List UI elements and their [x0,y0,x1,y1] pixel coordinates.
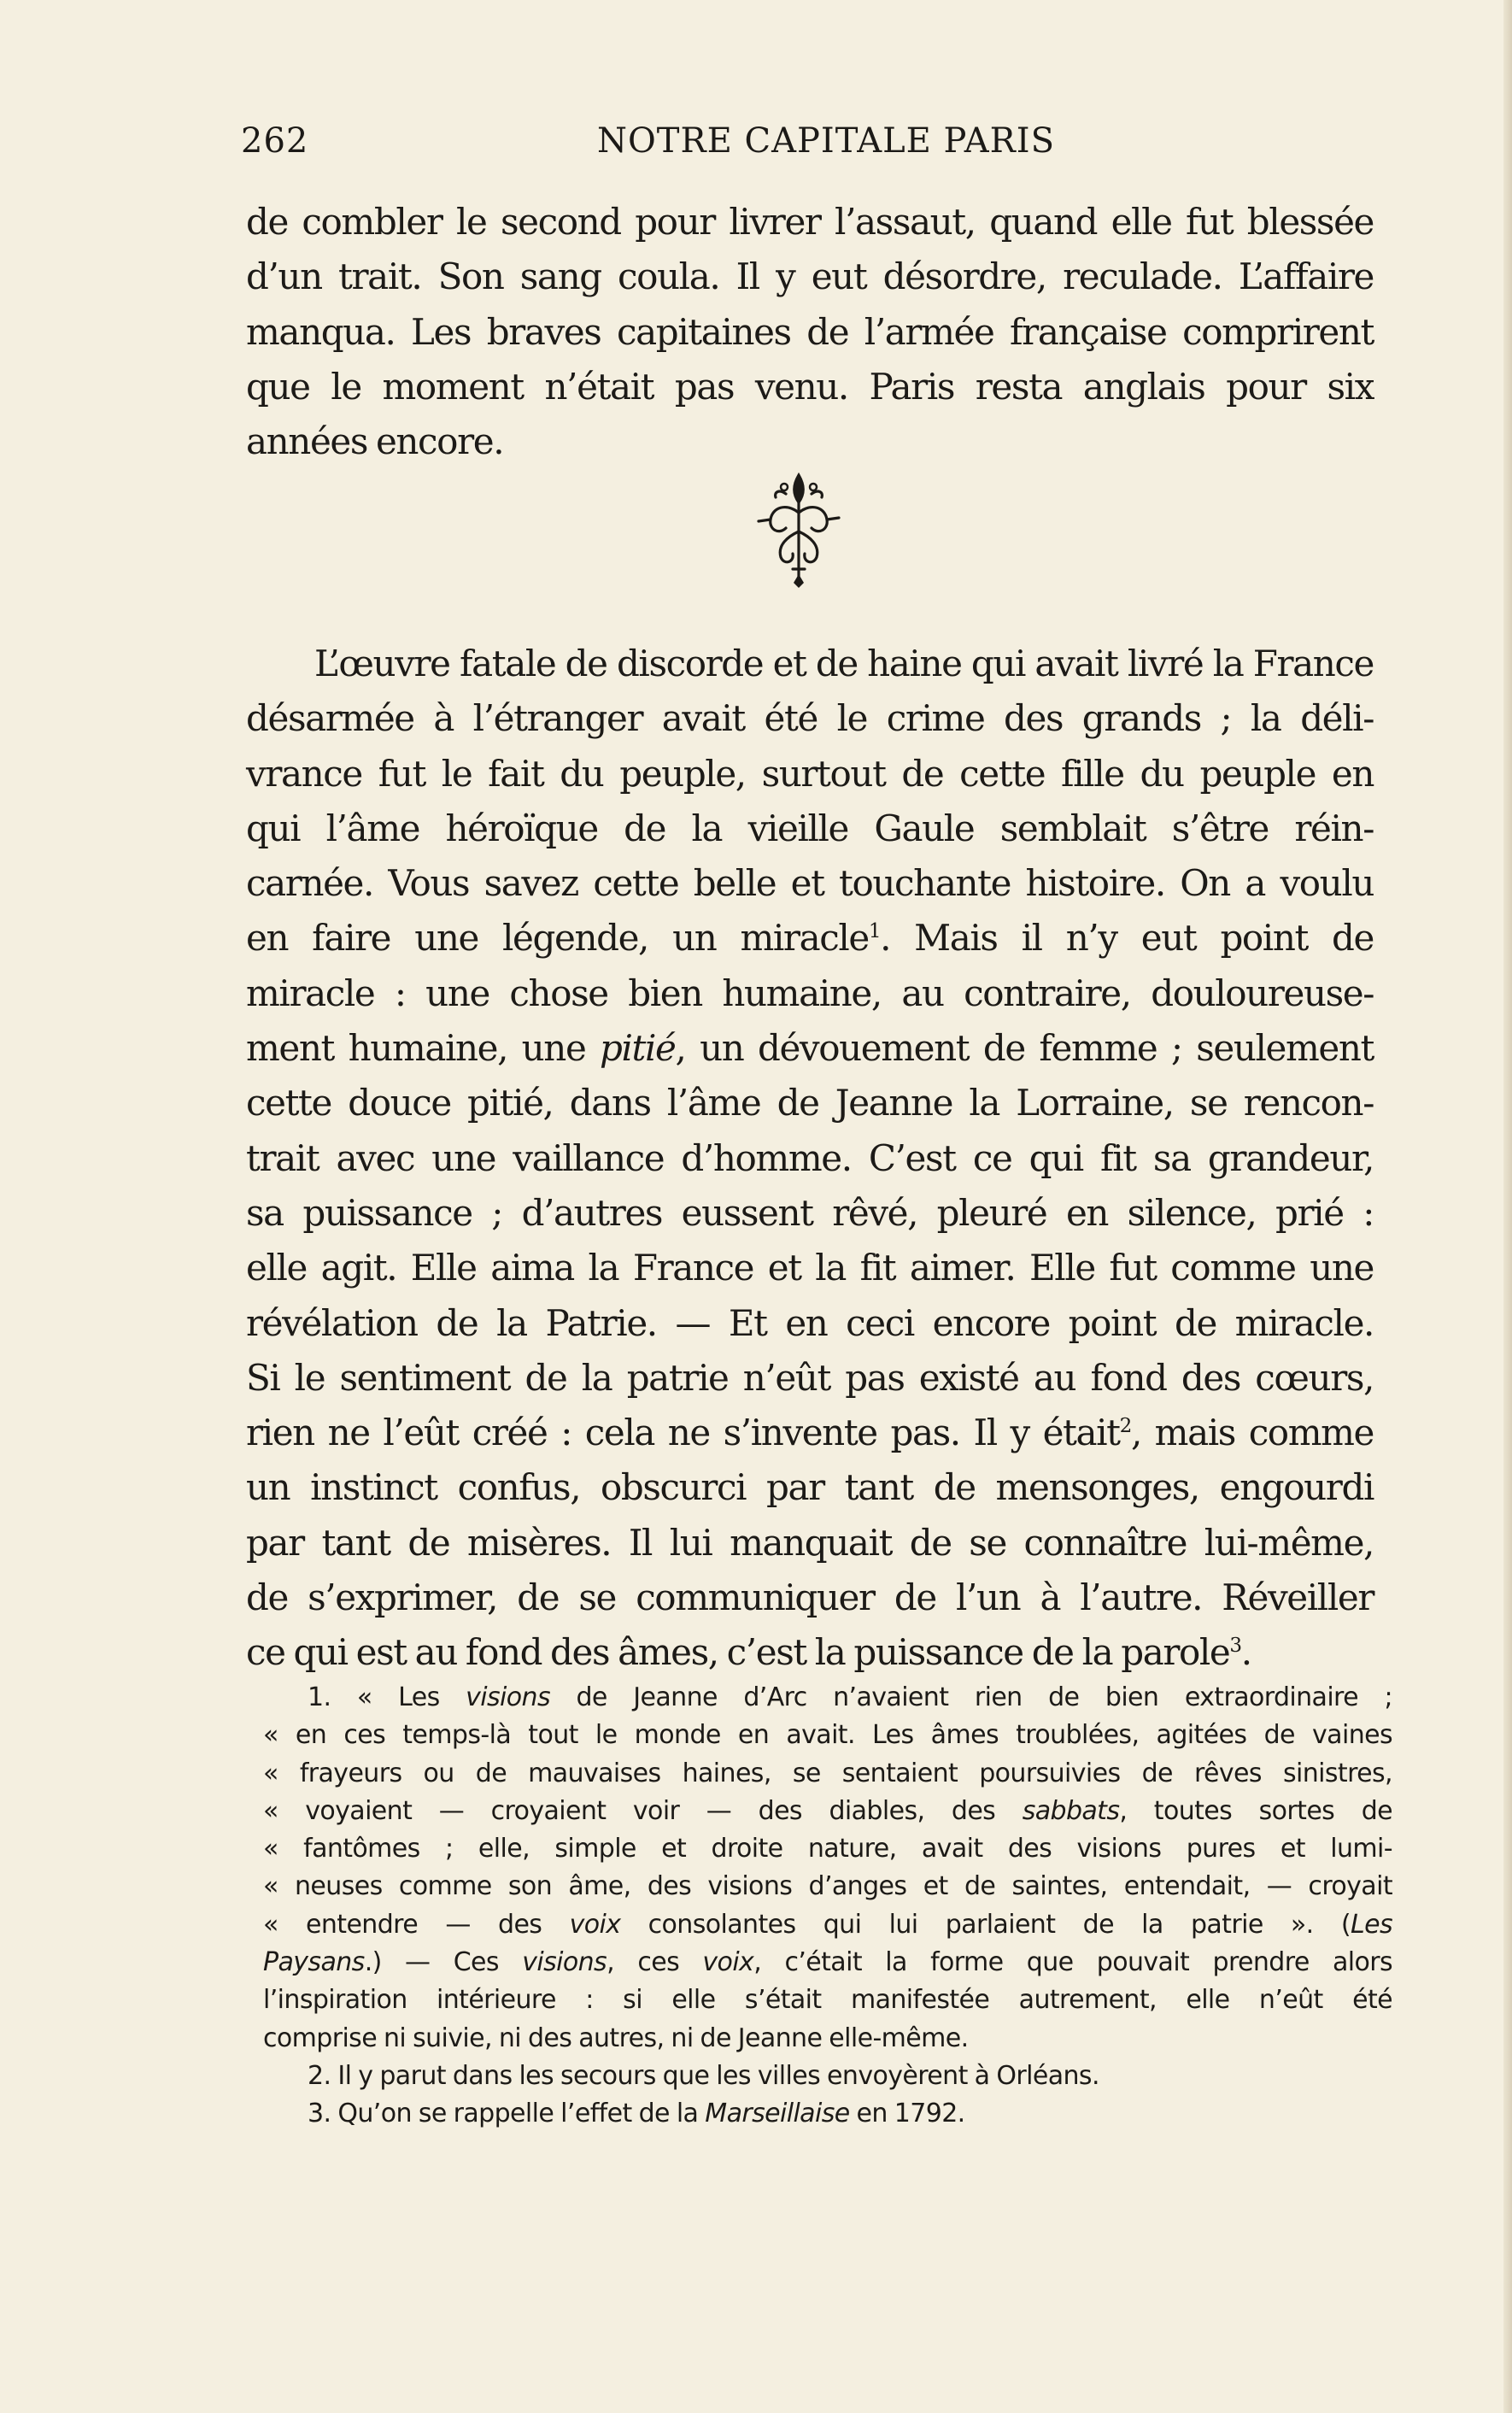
text-line: Si le sentiment de la patrie n’eût pas existé au fond des cœurs, [246,1356,1374,1399]
text-line: que le moment n’était pas venu. Paris resta anglais pour six [246,365,1374,408]
footnote-1-line: comprise ni suivie, ni des autres, ni de Jeanne elle-même. [263,2023,969,2053]
text-line: carnée. Vous savez cette belle et touchante histoire. On a voulu [246,862,1374,905]
italic-word: Paysans [263,1947,365,1978]
italic-word: Marseillaise [705,2099,850,2129]
page-edge [1503,0,1512,2413]
footnote-1-line: l’inspiration intérieure : si elle s’était manifestée autrement, elle n’eût été [263,1985,1392,2016]
text-line: qui l’âme héroïque de la vieille Gaule semblait s’être réin- [246,807,1374,849]
footnote-3 [263,2095,1392,2133]
text-line: trait avec une vaillance d’homme. C’est ce qui fit sa grandeur, [246,1136,1374,1179]
text-span: , un dévouement de femme ; seulement [675,1027,1374,1070]
footnote-1-line [263,1793,1392,1830]
text-span: .) — Ces [364,1947,523,1978]
paragraph-1 [246,195,1374,469]
running-title: NOTRE CAPITALE PARIS [596,121,1055,161]
text-span: , toutes sortes de [1119,1795,1392,1826]
text-line: de combler le second pour livrer l’assaut, quand elle fut blessée [246,201,1374,243]
footnote-1-line [263,1906,1392,1944]
text-span: rien ne l’eût créé : cela ne s’invente pas. Il y était [246,1412,1120,1454]
italic-word: sabbats [1022,1795,1120,1826]
text-span: en faire une légende, un miracle [246,917,869,960]
text-line [246,1625,1374,1680]
text-line: révélation de la Patrie. — Et en ceci encore point de miracle. [246,1301,1374,1344]
footnote-1-line: « fantômes ; elle, simple et droite nature, avait des visions pures et lumi- [263,1834,1392,1864]
text-span: . [1240,1631,1251,1674]
text-line: par tant de misères. Il lui manquait de se connaître lui-même, [246,1521,1374,1564]
fleuron-ornament-icon [752,468,846,588]
italic-word: pitié [600,1027,676,1070]
text-line: désarmée à l’étranger avait été le crime des grands ; la déli- [246,697,1374,740]
italic-word: voix [702,1947,754,1978]
text-line: elle agit. Elle aima la France et la fit aimer. Elle fut comme une [246,1247,1374,1289]
text-line: de s’exprimer, de se communiquer de l’un à l’autre. Réveiller [246,1576,1374,1619]
italic-word: voix [569,1909,621,1940]
paragraph-2 [246,637,1374,1681]
text-span: « entendre — des [263,1909,570,1940]
text-line: vrance fut le fait du peuple, surtout de cette fille du peuple en [246,752,1374,795]
footnote-ref-1[interactable]: 1 [868,920,881,943]
text-line: cette douce pitié, dans l’âme de Jeanne la Lorraine, se rencon- [246,1082,1374,1124]
footnote-1-line [263,1679,1392,1717]
footnote-2: 2. Il y parut dans les secours que les villes envoyèrent à Orléans. [308,2060,1099,2091]
text-line [246,1406,1374,1460]
text-span: consolantes qui lui parlaient de la patrie ». ( [620,1909,1351,1940]
footnotes [263,1679,1392,2134]
text-span: ment humaine, une [246,1027,601,1070]
footnote-ref-3[interactable]: 3 [1229,1635,1241,1658]
text-line: d’un trait. Son sang coula. Il y eut désordre, reculade. L’affaire [246,255,1374,298]
footnote-1-line: « neuses comme son âme, des visions d’anges et de saintes, entendait, — croyait [263,1871,1392,1902]
italic-word: visions [522,1947,607,1978]
text-line: manqua. Les braves capitaines de l’armée française comprirent [246,310,1374,353]
text-span: de Jeanne d’Arc n’avaient rien de bien extraordinaire ; [550,1682,1392,1712]
footnote-1-line: « frayeurs ou de mauvaises haines, se sentaient poursuivies de rêves sinistres, [263,1758,1392,1788]
page-number: 262 [241,121,309,161]
text-span: en 1792. [849,2099,965,2129]
text-line: L’œuvre fatale de discorde et de haine qui avait livré la France [314,643,1374,684]
text-line: un instinct confus, obscurci par tant de mensonges, engourdi [246,1466,1374,1509]
text-span: 3. Qu’on se rappelle l’effet de la [308,2099,706,2129]
footnote-ref-2[interactable]: 2 [1119,1415,1131,1438]
italic-word: visions [466,1682,550,1712]
text-span: , c’était la forme que pouvait prendre alors [753,1947,1393,1978]
text-line [246,1021,1374,1076]
footnote-1-line: « en ces temps-là tout le monde en avait. Les âmes troublées, agitées de vaines [263,1720,1392,1751]
text-span: « voyaient — croyaient voir — des diables, des [263,1795,1023,1826]
text-span: , ces [607,1947,703,1978]
text-line: miracle : une chose bien humaine, au contraire, douloureuse- [246,972,1374,1014]
footnote-1-line [263,1944,1392,1981]
text-line [246,911,1374,966]
text-span: 1. « Les [308,1682,466,1712]
text-span: . Mais il n’y eut point de [880,917,1374,960]
italic-word: Les [1350,1909,1392,1940]
text-span: , mais comme [1130,1412,1374,1454]
running-header [241,121,1377,173]
text-line: années encore. [246,420,504,463]
text-line: sa puissance ; d’autres eussent rêvé, pleuré en silence, prié : [246,1191,1374,1234]
text-span: ce qui est au fond des âmes, c’est la puissance de la parole [246,1631,1230,1674]
